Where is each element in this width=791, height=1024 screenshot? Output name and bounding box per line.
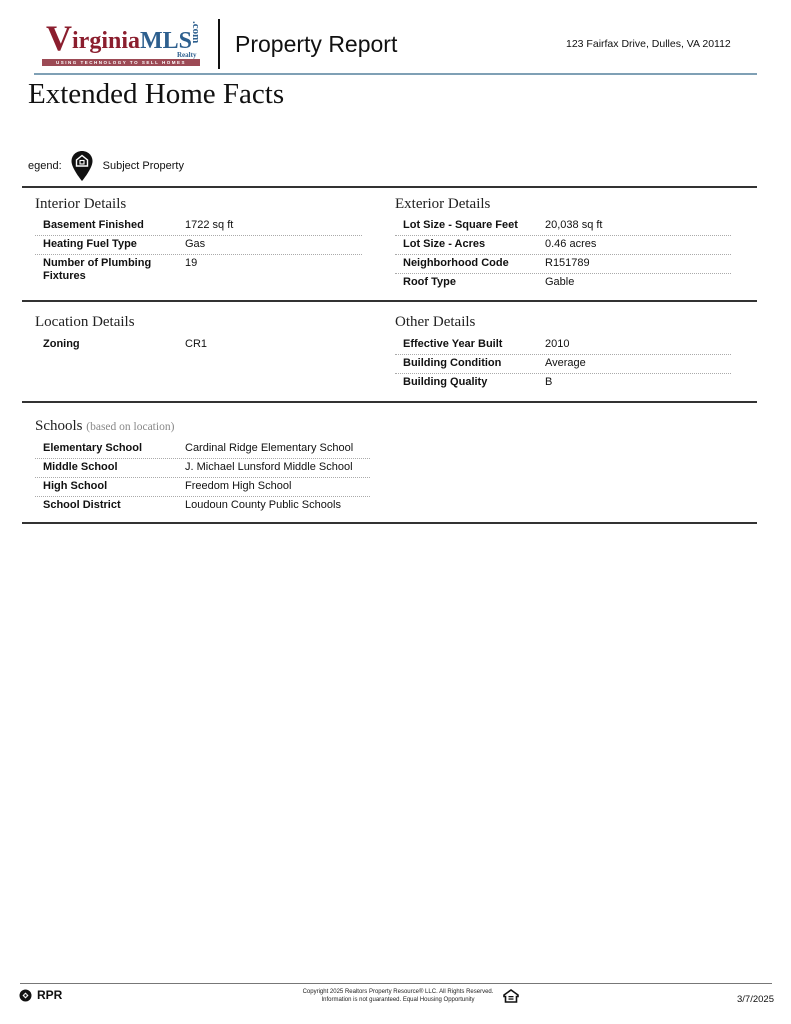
- section-divider: [22, 522, 757, 524]
- section-divider: [22, 401, 757, 403]
- interior-details-title: Interior Details: [35, 196, 127, 212]
- header-rule: [34, 73, 757, 75]
- table-row: Middle School J. Michael Lunsford Middle School: [35, 459, 370, 478]
- logo-tagline: USING TECHNOLOGY TO SELL HOMES: [42, 59, 200, 66]
- table-row: Building Quality B: [403, 376, 553, 388]
- page-title: Extended Home Facts: [28, 78, 285, 110]
- table-row: Basement Finished 1722 sq ft: [35, 217, 362, 236]
- schools-subtitle: (based on location): [86, 421, 175, 433]
- table-row: Heating Fuel Type Gas: [35, 236, 362, 255]
- table-row: Elementary School Cardinal Ridge Elementary School: [35, 440, 370, 459]
- legend-label: egend:: [28, 160, 62, 172]
- schools-title: Schools (based on location): [35, 418, 175, 434]
- rpr-icon: [19, 989, 32, 1002]
- logo-realty: Realty: [177, 51, 197, 59]
- equal-housing-icon: [503, 989, 519, 1003]
- virginiamls-logo: [42, 18, 202, 68]
- footer-rule: [20, 983, 772, 984]
- table-row: Neighborhood Code R151789: [395, 255, 731, 274]
- table-row: High School Freedom High School: [35, 478, 370, 497]
- table-row: Lot Size - Acres 0.46 acres: [395, 236, 731, 255]
- table-row: Building Condition Average: [395, 355, 731, 374]
- location-details-title: Location Details: [35, 314, 135, 330]
- logo-initial: V: [46, 18, 72, 58]
- schools-table: [35, 440, 370, 515]
- table-row: School District Loudoun County Public Schools: [43, 499, 341, 511]
- exterior-details-table: [395, 217, 731, 292]
- logo-com: .com: [190, 21, 202, 44]
- table-row: Lot Size - Square Feet 20,038 sq ft: [395, 217, 731, 236]
- table-row: Effective Year Built 2010: [395, 336, 731, 355]
- logo-name: irginiaMLS: [72, 28, 193, 54]
- header-divider: [218, 19, 220, 69]
- property-address: 123 Fairfax Drive, Dulles, VA 20112: [566, 38, 731, 50]
- table-row: Zoning CR1: [43, 338, 208, 350]
- interior-details-table: [35, 217, 362, 286]
- copyright-text: Copyright 2025 Realtors Property Resource® LLC. All Rights Reserved. Information is not guaranteed. Equal Housing Opportunity: [302, 989, 494, 1003]
- rpr-brand: RPR: [37, 988, 63, 1002]
- home-pin-icon: [70, 150, 94, 182]
- exterior-details-title: Exterior Details: [395, 196, 491, 212]
- location-details-table: [35, 336, 362, 354]
- report-title: Property Report: [235, 31, 398, 57]
- table-row: Roof Type Gable: [403, 276, 575, 288]
- other-details-table: [395, 336, 731, 392]
- section-divider: [22, 186, 757, 188]
- other-details-title: Other Details: [395, 314, 476, 330]
- report-date: 3/7/2025: [737, 994, 774, 1005]
- map-legend: [28, 151, 184, 181]
- legend-subject-property: Subject Property: [102, 160, 184, 172]
- rpr-logo: [19, 988, 62, 1002]
- section-divider: [22, 300, 757, 302]
- table-row: Number of Plumbing Fixtures 19: [43, 257, 198, 282]
